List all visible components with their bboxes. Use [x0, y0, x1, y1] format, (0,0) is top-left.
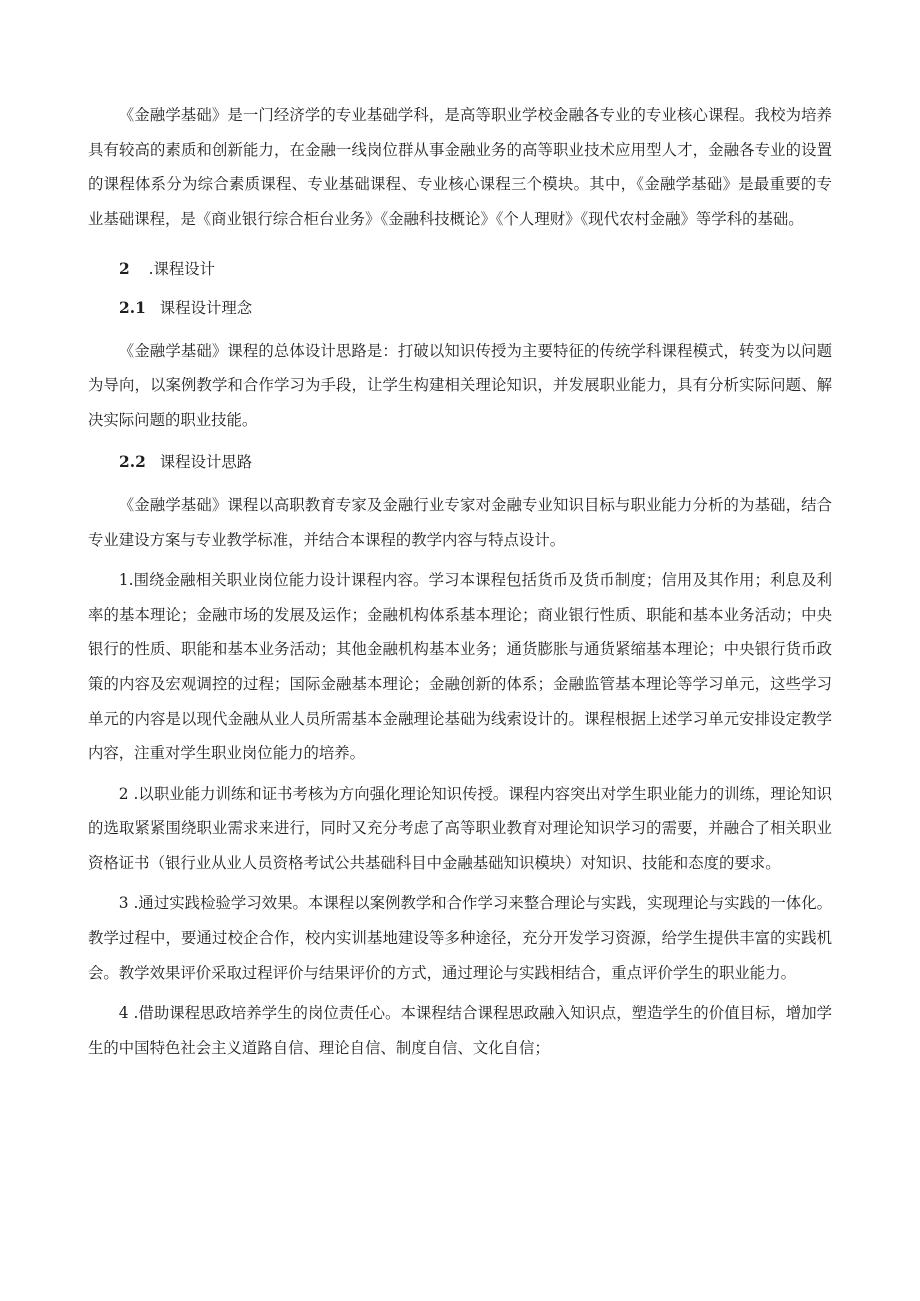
section-2-2-title: 课程设计思路 [159, 453, 253, 472]
section-2-1-title: 课程设计理念 [159, 298, 253, 317]
section-2-1-number: 2.1 [119, 298, 146, 317]
section-2-2-paragraph: 《金融学基础》课程以高职教育专家及金融行业专家对金融专业知识目标与职业能力分析的为基础，结合专业建设方案与专业教学标准，并结合本课程的教学内容与特点设计。 [88, 495, 832, 549]
list-item-2: 2 .以职业能力训练和证书考核为方向强化理论知识传授。课程内容突出对学生职业能力的训练，理论知识的选取紧紧围绕职业需求来进行，同时又充分考虑了高等职业教育对理论知识学习的需要，并融合了相关职业资格证书（银行业从业人员资格考试公共基础科目中金融基础知识模块）对知识、技能和态度的要求。 [88, 784, 832, 872]
section-2-2-heading [88, 445, 832, 480]
list-item-4: 4 .借助课程思政培养学生的岗位责任心。本课程结合课程思政融入知识点，塑造学生的价值目标，增加学生的中国特色社会主义道路自信、理论自信、制度自信、文化自信； [88, 1004, 832, 1057]
section-2-title: .课程设计 [143, 260, 216, 279]
section-2-2-number: 2.2 [119, 453, 146, 472]
section-2-1-heading [88, 291, 832, 326]
section-2-number: 2 [119, 260, 130, 279]
document-body [88, 98, 832, 1065]
intro-paragraph: 《金融学基础》是一门经济学的专业基础学科，是高等职业学校金融各专业的专业核心课程。我校为培养具有较高的素质和创新能力，在金融一线岗位群从事金融业务的高等职业技术应用型人才，金融各专业的设置的课程体系分为综合素质课程、专业基础课程、专业核心课程三个模块。其中，《金融学基础》是最重要的专业基础课程，是《商业银行综合柜台业务》《金融科技概论》《个人理财》《现代农村金融》等学科的基础。 [88, 106, 832, 228]
list-item-3: 3 .通过实践检验学习效果。本课程以案例教学和合作学习来整合理论与实践，实现理论与实践的一体化。教学过程中，要通过校企合作，校内实训基地建设等多种途径，充分开发学习资源，给学生提供丰富的实践机会。教学效果评价采取过程评价与结果评价的方式，通过理论与实践相结合，重点评价学生的职业能力。 [88, 894, 832, 982]
list-item-1: 1.围绕金融相关职业岗位能力设计课程内容。学习本课程包括货币及货币制度；信用及其作用；利息及利率的基本理论；金融市场的发展及运作；金融机构体系基本理论；商业银行性质、职能和基本业务活动；中央银行的性质、职能和基本业务活动；其他金融机构基本业务；通货膨胀与通货紧缩基本理论；中央银行货币政策的内容及宏观调控的过程；国际金融基本理论；金融创新的体系；金融监管基本理论等学习单元，这些学习单元的内容是以现代金融从业人员所需基本金融理论基础为线索设计的。课程根据上述学习单元安排设定教学内容，注重对学生职业岗位能力的培养。 [88, 571, 832, 763]
section-2-heading [88, 252, 832, 287]
section-2-1-paragraph: 《金融学基础》课程的总体设计思路是：打破以知识传授为主要特征的传统学科课程模式，转变为以问题为导向，以案例教学和合作学习为手段，让学生构建相关理论知识，并发展职业能力，具有分析实际问题、解决实际问题的职业技能。 [88, 341, 832, 429]
